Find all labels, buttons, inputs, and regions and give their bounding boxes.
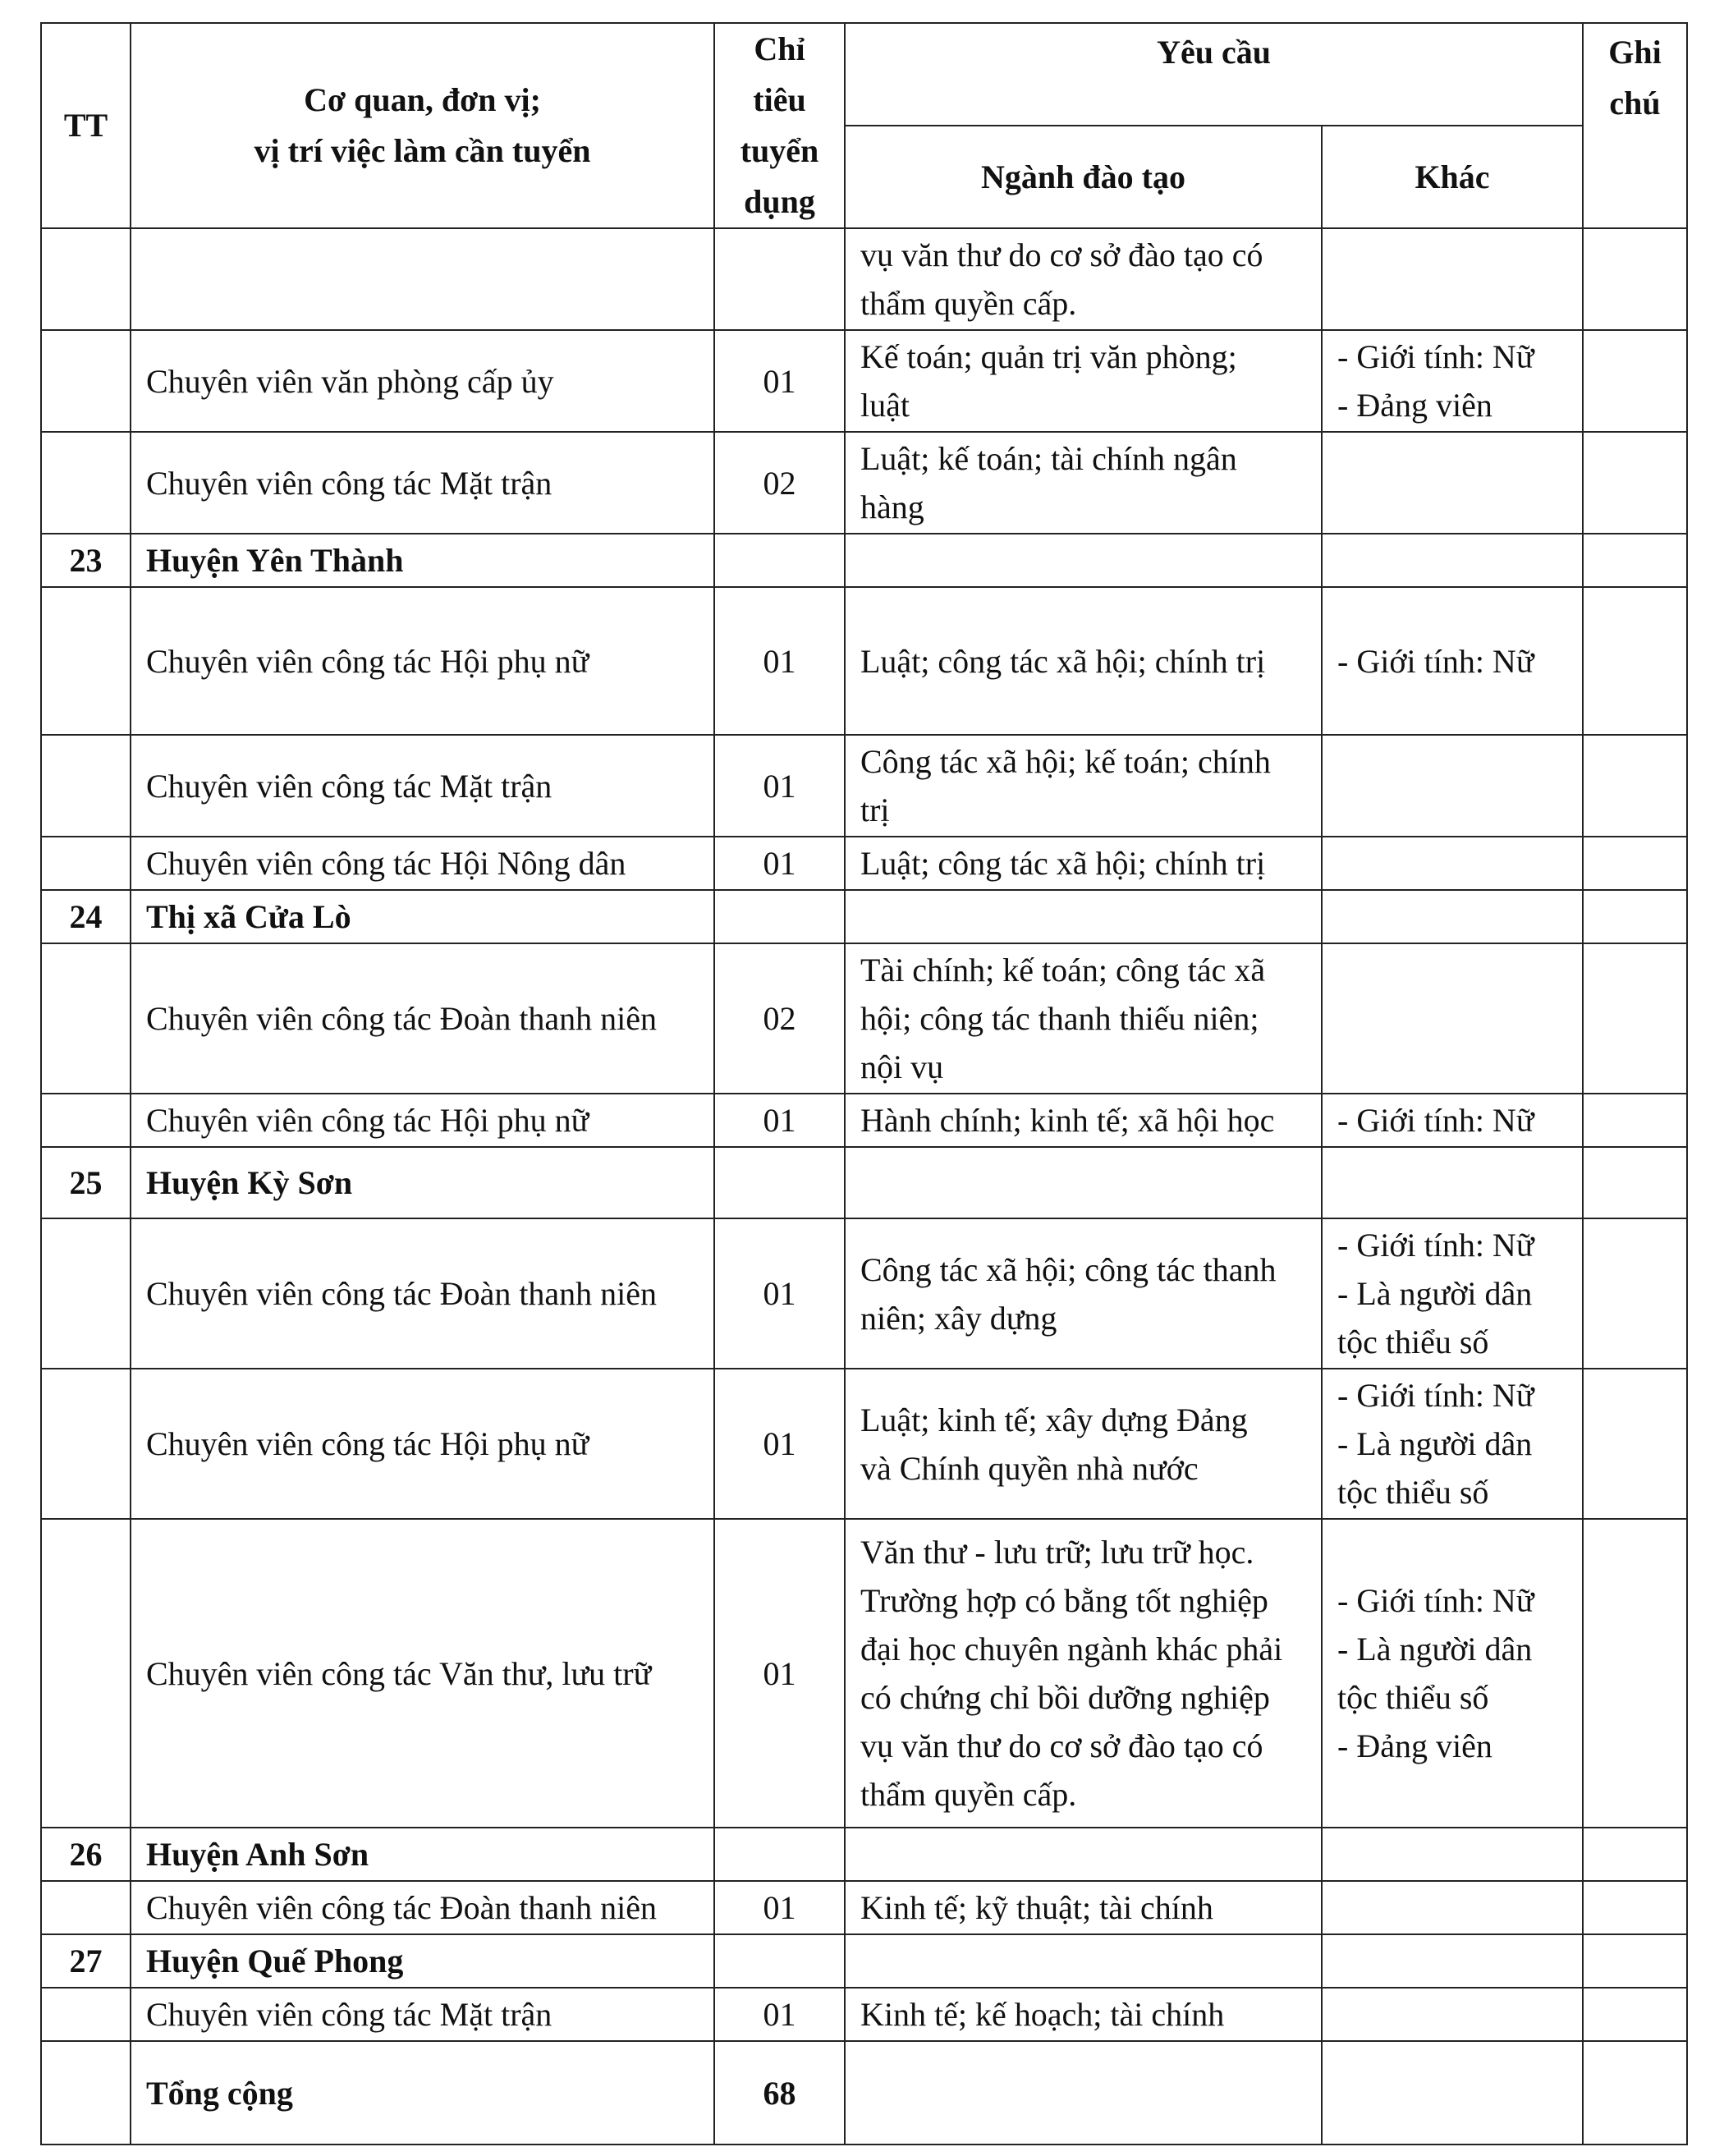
- cell-nganh-dao-tao: [845, 1934, 1322, 1988]
- cell-ghi-chu: [1583, 1988, 1687, 2041]
- table-row: [41, 330, 1687, 432]
- cell-vi-tri: Chuyên viên công tác Văn thư, lưu trữ: [131, 1519, 714, 1828]
- cell-line: Luật; kế toán; tài chính ngân: [860, 440, 1237, 477]
- cell-line: thẩm quyền cấp.: [860, 1776, 1077, 1813]
- cell-ghi-chu: [1583, 890, 1687, 943]
- cell-tt: [41, 1519, 131, 1828]
- cell-nganh-dao-tao: [845, 943, 1322, 1094]
- table-row: [41, 587, 1687, 735]
- table-row: [41, 1519, 1687, 1828]
- cell-chi-tieu: 02: [714, 432, 845, 534]
- cell-line: trị: [860, 791, 890, 828]
- cell-khac: [1322, 1369, 1583, 1519]
- cell-line: Trường hợp có bằng tốt nghiệp: [860, 1582, 1268, 1619]
- cell-chi-tieu: [714, 1147, 845, 1218]
- cell-vi-tri: Chuyên viên công tác Hội phụ nữ: [131, 1094, 714, 1147]
- cell-ghi-chu: [1583, 228, 1687, 330]
- table-body: [41, 228, 1687, 2145]
- cell-chi-tieu: 01: [714, 837, 845, 890]
- cell-khac: [1322, 1519, 1583, 1828]
- cell-line: đại học chuyên ngành khác phải: [860, 1631, 1283, 1667]
- cell-nganh-dao-tao: [845, 330, 1322, 432]
- cell-tt: [41, 587, 131, 735]
- cell-line: vụ văn thư do cơ sở đào tạo có: [860, 236, 1263, 273]
- cell-chi-tieu: [714, 1934, 845, 1988]
- cell-line: - Là người dân: [1337, 1425, 1533, 1462]
- cell-khac: [1322, 534, 1583, 587]
- cell-tt: [41, 1881, 131, 1934]
- cell-unit-name: Thị xã Cửa Lò: [131, 890, 714, 943]
- cell-vi-tri: Chuyên viên văn phòng cấp ủy: [131, 330, 714, 432]
- cell-khac: [1322, 1881, 1583, 1934]
- table-row-unit: [41, 1934, 1687, 1988]
- cell-line: Kinh tế; kế hoạch; tài chính: [860, 1996, 1225, 2033]
- table-row: [41, 1881, 1687, 1934]
- cell-line: có chứng chỉ bồi dưỡng nghiệp: [860, 1679, 1270, 1716]
- cell-line: niên; xây dựng: [860, 1299, 1057, 1337]
- cell-tt: 27: [41, 1934, 131, 1988]
- cell-khac: [1322, 837, 1583, 890]
- cell-ghi-chu: [1583, 1218, 1687, 1369]
- cell-khac: [1322, 1988, 1583, 2041]
- cell-chi-tieu: 01: [714, 1881, 845, 1934]
- cell-chi-tieu: [714, 890, 845, 943]
- cell-vi-tri: Chuyên viên công tác Đoàn thanh niên: [131, 943, 714, 1094]
- cell-nganh-dao-tao: [845, 1369, 1322, 1519]
- cell-chi-tieu: 01: [714, 330, 845, 432]
- cell-chi-tieu: 02: [714, 943, 845, 1094]
- cell-ghi-chu: [1583, 587, 1687, 735]
- table-row: [41, 1988, 1687, 2041]
- cell-chi-tieu: 01: [714, 735, 845, 837]
- cell-nganh-dao-tao: [845, 735, 1322, 837]
- cell-tt: [41, 2041, 131, 2145]
- cell-khac: [1322, 1828, 1583, 1881]
- cell-ghi-chu: [1583, 432, 1687, 534]
- cell-khac: [1322, 1094, 1583, 1147]
- cell-nganh-dao-tao: [845, 1988, 1322, 2041]
- cell-khac: [1322, 1147, 1583, 1218]
- cell-line: Văn thư - lưu trữ; lưu trữ học.: [860, 1534, 1254, 1571]
- cell-chi-tieu: 01: [714, 1218, 845, 1369]
- cell-nganh-dao-tao: [845, 2041, 1322, 2145]
- cell-vi-tri: Chuyên viên công tác Mặt trận: [131, 432, 714, 534]
- cell-line: hội; công tác thanh thiếu niên;: [860, 1000, 1259, 1037]
- table-row: [41, 837, 1687, 890]
- cell-ghi-chu: [1583, 1881, 1687, 1934]
- cell-line: Luật; công tác xã hội; chính trị: [860, 642, 1266, 680]
- cell-tt: [41, 943, 131, 1094]
- cell-line: hàng: [860, 489, 924, 525]
- cell-ghi-chu: [1583, 534, 1687, 587]
- cell-line: Kế toán; quản trị văn phòng;: [860, 338, 1237, 375]
- cell-line: - Là người dân: [1337, 1631, 1533, 1667]
- cell-tt: [41, 735, 131, 837]
- total-value: 68: [714, 2041, 845, 2145]
- table-row-unit: [41, 1828, 1687, 1881]
- cell-line: - Đảng viên: [1337, 387, 1492, 424]
- cell-ghi-chu: [1583, 735, 1687, 837]
- cell-khac: [1322, 1934, 1583, 1988]
- header-co-quan: Cơ quan, đơn vị; vị trí việc làm cần tuyển: [131, 23, 714, 228]
- cell-ghi-chu: [1583, 1369, 1687, 1519]
- cell-tt: 23: [41, 534, 131, 587]
- cell-vi-tri: Chuyên viên công tác Mặt trận: [131, 735, 714, 837]
- cell-nganh-dao-tao: [845, 228, 1322, 330]
- cell-line: - Giới tính: Nữ: [1337, 1582, 1534, 1619]
- cell-ghi-chu: [1583, 1094, 1687, 1147]
- cell-line: Công tác xã hội; kế toán; chính: [860, 743, 1271, 780]
- cell-line: vụ văn thư do cơ sở đào tạo có: [860, 1727, 1263, 1764]
- cell-vi-tri: Chuyên viên công tác Hội phụ nữ: [131, 587, 714, 735]
- cell-ghi-chu: [1583, 1828, 1687, 1881]
- cell-ghi-chu: [1583, 1519, 1687, 1828]
- cell-line: Tài chính; kế toán; công tác xã: [860, 952, 1266, 989]
- cell-line: - Là người dân: [1337, 1275, 1533, 1312]
- table-row: [41, 1218, 1687, 1369]
- cell-vi-tri: Chuyên viên công tác Mặt trận: [131, 1988, 714, 2041]
- cell-vi-tri: [131, 228, 714, 330]
- cell-khac: [1322, 1218, 1583, 1369]
- cell-khac: [1322, 587, 1583, 735]
- cell-nganh-dao-tao: [845, 1881, 1322, 1934]
- cell-chi-tieu: 01: [714, 587, 845, 735]
- cell-line: - Giới tính: Nữ: [1337, 642, 1534, 680]
- cell-ghi-chu: [1583, 1934, 1687, 1988]
- cell-unit-name: Huyện Anh Sơn: [131, 1828, 714, 1881]
- cell-line: - Giới tính: Nữ: [1337, 1102, 1534, 1139]
- cell-unit-name: Huyện Kỳ Sơn: [131, 1147, 714, 1218]
- cell-nganh-dao-tao: [845, 587, 1322, 735]
- cell-ghi-chu: [1583, 330, 1687, 432]
- cell-line: tộc thiểu số: [1337, 1474, 1489, 1511]
- cell-line: - Giới tính: Nữ: [1337, 338, 1534, 375]
- cell-tt: [41, 1988, 131, 2041]
- header-chi-tieu: Chỉ tiêu tuyển dụng: [714, 23, 845, 228]
- cell-khac: [1322, 943, 1583, 1094]
- cell-vi-tri: Chuyên viên công tác Đoàn thanh niên: [131, 1218, 714, 1369]
- cell-line: Hành chính; kinh tế; xã hội học: [860, 1102, 1275, 1139]
- recruitment-table: [40, 22, 1688, 2145]
- total-label: Tổng cộng: [131, 2041, 714, 2145]
- cell-chi-tieu: [714, 228, 845, 330]
- cell-chi-tieu: [714, 534, 845, 587]
- cell-chi-tieu: 01: [714, 1519, 845, 1828]
- cell-line: - Đảng viên: [1337, 1727, 1492, 1764]
- cell-line: thẩm quyền cấp.: [860, 285, 1077, 322]
- table-row-unit: [41, 1147, 1687, 1218]
- cell-line: Luật; kinh tế; xây dựng Đảng: [860, 1401, 1248, 1438]
- cell-ghi-chu: [1583, 943, 1687, 1094]
- cell-tt: [41, 837, 131, 890]
- cell-tt: [41, 330, 131, 432]
- cell-line: tộc thiểu số: [1337, 1323, 1489, 1360]
- cell-ghi-chu: [1583, 1147, 1687, 1218]
- cell-tt: 25: [41, 1147, 131, 1218]
- cell-nganh-dao-tao: [845, 837, 1322, 890]
- cell-vi-tri: Chuyên viên công tác Đoàn thanh niên: [131, 1881, 714, 1934]
- cell-tt: 24: [41, 890, 131, 943]
- header-nganh: Ngành đào tạo: [845, 126, 1322, 228]
- cell-khac: [1322, 890, 1583, 943]
- cell-line: Kinh tế; kỹ thuật; tài chính: [860, 1889, 1213, 1926]
- table-row: [41, 735, 1687, 837]
- cell-nganh-dao-tao: [845, 1094, 1322, 1147]
- cell-nganh-dao-tao: [845, 890, 1322, 943]
- cell-tt: [41, 1218, 131, 1369]
- cell-ghi-chu: [1583, 2041, 1687, 2145]
- cell-line: - Giới tính: Nữ: [1337, 1227, 1534, 1264]
- header-ghi-chu: Ghi chú: [1583, 23, 1687, 228]
- cell-line: và Chính quyền nhà nước: [860, 1449, 1199, 1487]
- cell-line: - Giới tính: Nữ: [1337, 1377, 1534, 1414]
- cell-unit-name: Huyện Yên Thành: [131, 534, 714, 587]
- cell-khac: [1322, 228, 1583, 330]
- cell-line: luật: [860, 387, 910, 424]
- cell-ghi-chu: [1583, 837, 1687, 890]
- cell-chi-tieu: 01: [714, 1369, 845, 1519]
- cell-khac: [1322, 2041, 1583, 2145]
- cell-line: Công tác xã hội; công tác thanh: [860, 1250, 1277, 1288]
- cell-nganh-dao-tao: [845, 534, 1322, 587]
- table-row: [41, 228, 1687, 330]
- header-khac: Khác: [1322, 126, 1583, 228]
- cell-khac: [1322, 432, 1583, 534]
- table-row-unit: [41, 534, 1687, 587]
- table-row: [41, 432, 1687, 534]
- cell-tt: [41, 1369, 131, 1519]
- table-row: [41, 1094, 1687, 1147]
- table-row-total: [41, 2041, 1687, 2145]
- table-row: [41, 943, 1687, 1094]
- cell-nganh-dao-tao: [845, 1519, 1322, 1828]
- header-yeu-cau: Yêu cầu: [845, 23, 1583, 126]
- cell-chi-tieu: 01: [714, 1094, 845, 1147]
- cell-nganh-dao-tao: [845, 1828, 1322, 1881]
- cell-tt: [41, 432, 131, 534]
- cell-nganh-dao-tao: [845, 432, 1322, 534]
- cell-khac: [1322, 735, 1583, 837]
- cell-line: Luật; công tác xã hội; chính trị: [860, 845, 1266, 882]
- cell-vi-tri: Chuyên viên công tác Hội phụ nữ: [131, 1369, 714, 1519]
- cell-tt: [41, 1094, 131, 1147]
- table-row-unit: [41, 890, 1687, 943]
- cell-tt: 26: [41, 1828, 131, 1881]
- table-row: [41, 1369, 1687, 1519]
- cell-chi-tieu: [714, 1828, 845, 1881]
- cell-vi-tri: Chuyên viên công tác Hội Nông dân: [131, 837, 714, 890]
- cell-chi-tieu: 01: [714, 1988, 845, 2041]
- cell-line: tộc thiểu số: [1337, 1679, 1489, 1716]
- cell-line: nội vụ: [860, 1048, 944, 1085]
- header-tt: TT: [41, 23, 131, 228]
- cell-unit-name: Huyện Quế Phong: [131, 1934, 714, 1988]
- cell-nganh-dao-tao: [845, 1147, 1322, 1218]
- cell-nganh-dao-tao: [845, 1218, 1322, 1369]
- cell-tt: [41, 228, 131, 330]
- cell-khac: [1322, 330, 1583, 432]
